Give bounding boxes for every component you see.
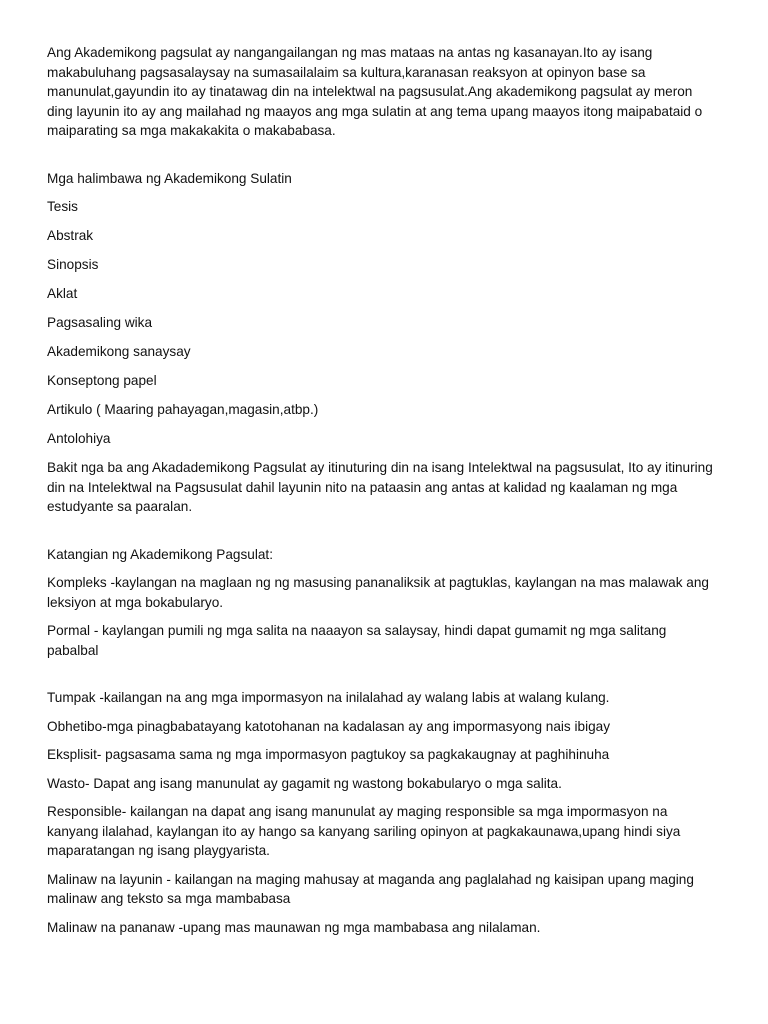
examples-heading: Mga halimbawa ng Akademikong Sulatin (47, 170, 292, 186)
example-item: Antolohiya (47, 431, 111, 446)
trait-item: Pormal - kaylangan pumili ng mga salita na naaayon sa salaysay, hindi dapat gumamit ng mga salitang pabalbal (47, 623, 667, 658)
trait-item: Malinaw na pananaw -upang mas maunawan ng mga mambabasa ang nilalaman. (47, 919, 541, 935)
example-item: Sinopsis (47, 257, 99, 272)
example-item: Aklat (47, 286, 78, 301)
trait-item: Obhetibo-mga pinagbabatayang katotohanan na kadalasan ay ang impormasyong nais ibigay (47, 718, 611, 734)
trait-item: Tumpak -kailangan na ang mga impormasyon na inilalahad ay walang labis at walang kulang. (47, 690, 610, 705)
example-item: Akademikong sanaysay (47, 344, 191, 359)
trait-item: Kompleks -kaylangan na maglaan ng ng masusing pananaliksik at pagtuklas, kaylangan na mas malawak ang leksiyon at mga bokabularyo. (47, 575, 709, 610)
example-item: Konseptong papel (47, 373, 157, 388)
example-item: Tesis (47, 199, 78, 214)
example-item: Artikulo ( Maaring pahayagan,magasin,atbp.) (47, 402, 319, 417)
trait-item: Responsible- kailangan na dapat ang isang manunulat ay maging responsible sa mga impormasyon na kanyang ilalahad, kaylangan ito ay hango sa kanyang sariling opinyon at pagkakaunawa,upang hindi siya maparatangan ng isang playgyarista. (47, 804, 681, 858)
examples-list (47, 197, 718, 449)
traits-list (47, 573, 718, 937)
trait-item: Eksplisit- pagsasama sama ng mga impormasyon pagtukoy sa pagkakaugnay at paghihinuha (47, 747, 610, 762)
traits-heading: Katangian ng Akademikong Pagsulat: (47, 546, 273, 562)
example-item: Abstrak (47, 228, 94, 243)
why-paragraph: Bakit nga ba ang Akadademikong Pagsulat ay itinuturing din na isang Intelektwal na pagsusulat, Ito ay itinuring din na Intelektwal na Pagsusulat dahil layunin nito na pataasin ang antas at kalidad ng kaalaman ng mga estudyante sa paaralan. (47, 460, 713, 514)
trait-item: Malinaw na layunin - kailangan na maging mahusay at maganda ang paglalahad ng kaisipan upang maging malinaw ang teksto sa mga mambabasa (47, 871, 694, 906)
example-item: Pagsasaling wika (47, 315, 153, 330)
trait-item: Wasto- Dapat ang isang manunulat ay gagamit ng wastong bokabularyo o mga salita. (47, 775, 562, 791)
intro-paragraph: Ang Akademikong pagsulat ay nangangailangan ng mas mataas na antas ng kasanayan.Ito ay isang makabuluhang pagsasalaysay na sumasailalaim sa kultura,karanasan reaksyon at opinyon base sa manunulat,gayundin ito ay tinatawag din na intelektwal na pagsusulat.Ang akademikong pagsulat ay meron ding layunin ito ay ang mailahad ng maayos ang mga sulatin at ang tema upang maayos itong maipabataid o maiparating sa mga makakakita o makababasa. (47, 45, 703, 138)
